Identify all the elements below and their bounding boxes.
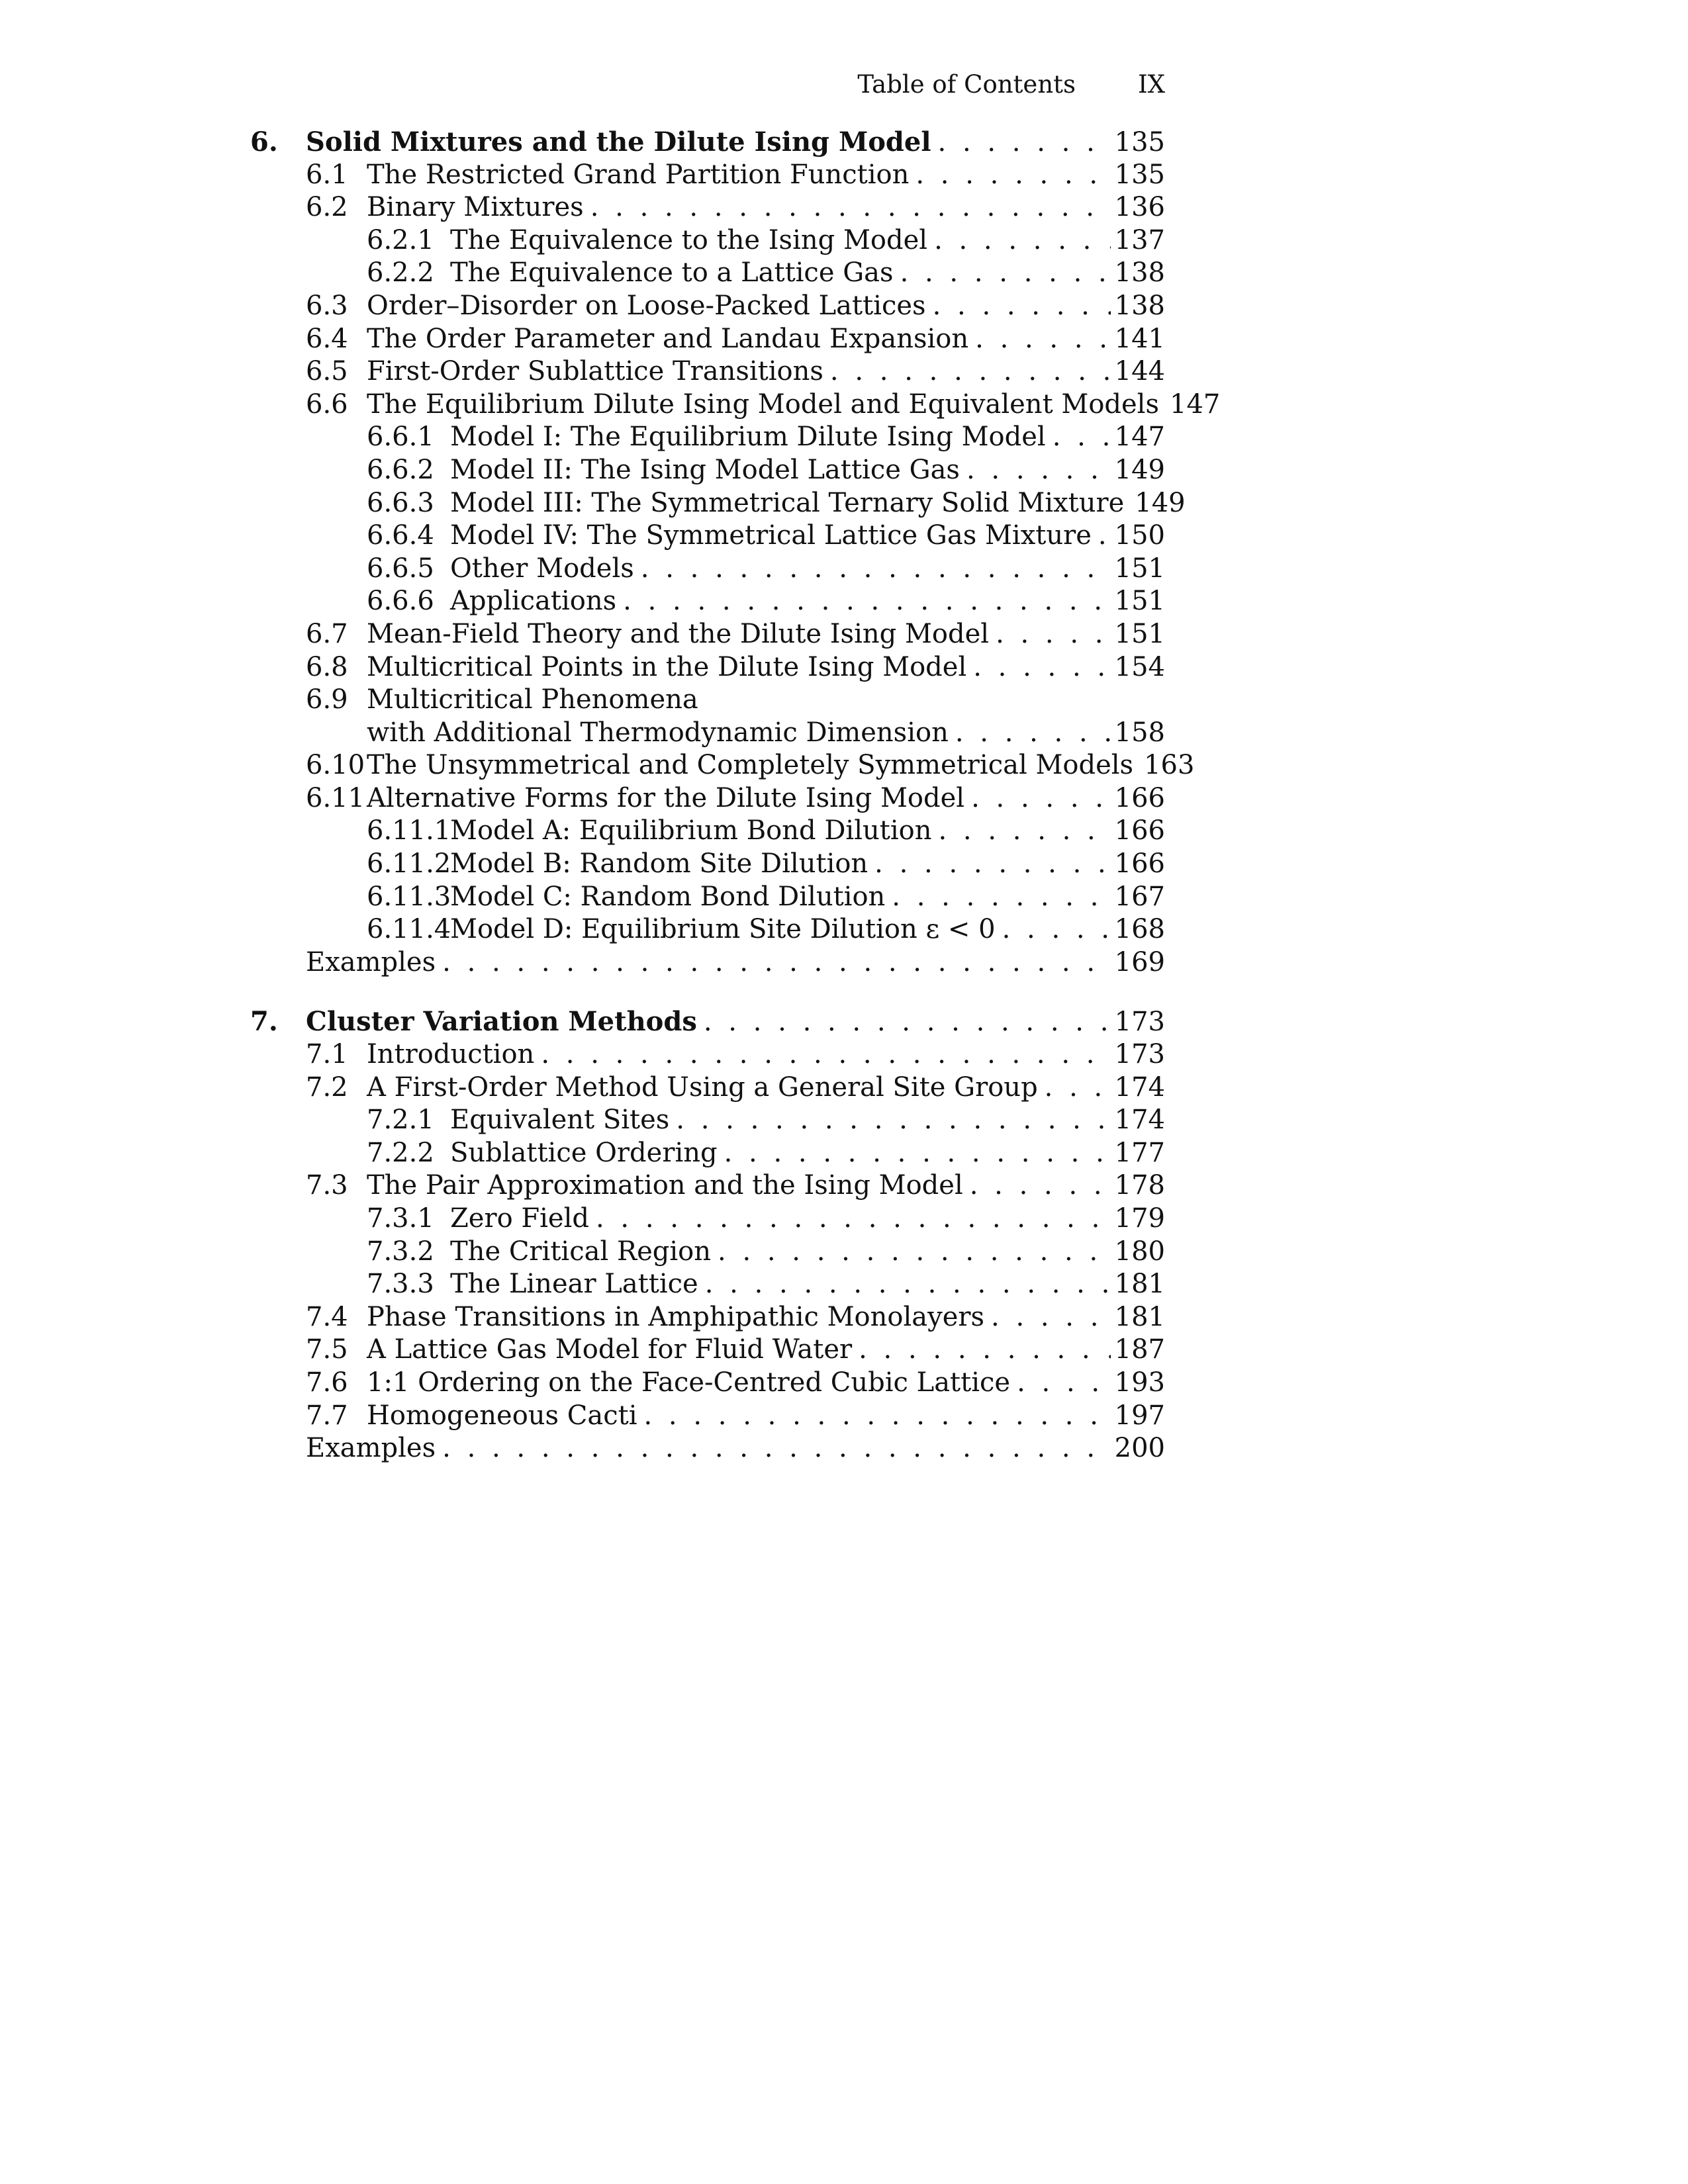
toc-entry-page: 151: [1114, 553, 1165, 584]
toc-entry-number: 6.11: [306, 782, 365, 813]
toc-entry[interactable]: [250, 815, 1165, 848]
toc-entry-page: 173: [1114, 1007, 1165, 1038]
toc-entry-title: Model D: Equilibrium Site Dilution ε < 0: [450, 914, 996, 945]
dot-leader: [859, 1334, 1111, 1367]
dot-leader: [934, 224, 1111, 257]
toc-entry[interactable]: [250, 684, 1165, 717]
dot-leader: [874, 848, 1110, 881]
toc-entry-number: 7.2: [306, 1071, 348, 1103]
dot-leader: [996, 618, 1111, 651]
toc-entry-page: 151: [1114, 586, 1165, 617]
toc-entry-page: 149: [1135, 487, 1186, 518]
toc-entry-number: 6.6: [306, 388, 348, 420]
toc-entry-line: [450, 224, 1165, 257]
toc-entry-number: 6.3: [306, 290, 348, 321]
toc-entry-page: 166: [1114, 848, 1165, 880]
toc-entry-page: 166: [1114, 815, 1165, 846]
toc-entry-page: 141: [1114, 323, 1165, 354]
toc-entry[interactable]: [250, 1367, 1165, 1400]
toc-entry-title: Homogeneous Cacti: [367, 1400, 637, 1431]
dot-leader: [970, 1169, 1111, 1203]
toc-entry[interactable]: [250, 1400, 1165, 1433]
toc-entry-title: The Order Parameter and Landau Expansion: [367, 323, 969, 354]
toc-entry-number: 7.3.3: [367, 1269, 434, 1300]
toc-entry-line: [367, 1071, 1165, 1105]
dot-leader: [623, 585, 1110, 618]
toc-entry-line: [306, 1005, 1165, 1039]
toc-entry-line: [450, 913, 1165, 946]
toc-entry-number: 6.7: [306, 618, 348, 649]
toc-entry-page: 147: [1170, 388, 1221, 420]
toc-entry-page: 151: [1114, 618, 1165, 649]
toc-entry-title: Order–Disorder on Loose-Packed Lattices: [367, 290, 926, 321]
toc-entry[interactable]: [250, 881, 1165, 914]
toc-entry-line: [367, 388, 1221, 422]
toc-entry-page: 166: [1114, 782, 1165, 813]
toc-entry-line: [367, 191, 1165, 224]
toc-entry-title: Binary Mixtures: [367, 192, 584, 223]
toc-entry-line: [367, 684, 1165, 717]
toc-entry[interactable]: [250, 1203, 1165, 1236]
toc-chapter-block: [250, 1005, 1165, 1465]
toc-entry[interactable]: [250, 618, 1165, 651]
toc-entry-title: Equivalent Sites: [450, 1105, 670, 1136]
dot-leader: [705, 1268, 1111, 1301]
toc-entry-title: Cluster Variation Methods: [306, 1006, 697, 1038]
toc-entry-number: 7.2.2: [367, 1137, 434, 1168]
dot-leader: [1045, 1071, 1111, 1105]
toc-entry-title: Mean-Field Theory and the Dilute Ising Model: [367, 618, 990, 649]
toc-entry-line: [367, 749, 1195, 782]
toc-entry-line: [450, 1236, 1165, 1269]
toc-entry-title: Model C: Random Bond Dilution: [450, 881, 886, 912]
dot-leader: [644, 1400, 1111, 1433]
toc-entry-title: Alternative Forms for the Dilute Ising Model: [367, 782, 965, 813]
toc-entry[interactable]: [250, 782, 1165, 815]
toc-entry[interactable]: [250, 553, 1165, 586]
toc-entry-page: 181: [1114, 1301, 1165, 1332]
toc-entry-line: [367, 159, 1165, 192]
toc-entry-line: [450, 1104, 1165, 1137]
toc-entry[interactable]: [250, 1301, 1165, 1334]
toc-entry-line: [367, 782, 1165, 815]
toc-entry-number: 6.4: [306, 323, 348, 354]
toc-entry-number: 7.5: [306, 1334, 348, 1365]
toc-entry-page: 187: [1114, 1334, 1165, 1365]
toc-entry[interactable]: [250, 1137, 1165, 1170]
toc-entry[interactable]: [250, 913, 1165, 946]
page-number: IX: [1138, 70, 1165, 99]
toc-entry-line: [367, 355, 1165, 388]
toc-entry-line: [306, 126, 1165, 159]
toc-entry-number: 6.1: [306, 159, 348, 190]
table-of-contents: [250, 126, 1221, 1465]
dot-leader: [641, 553, 1111, 586]
toc-entry-page: 193: [1114, 1367, 1165, 1398]
toc-entry-page: 135: [1114, 159, 1165, 190]
toc-entry-number: 6.2.2: [367, 257, 434, 289]
dot-leader: [1053, 421, 1111, 454]
dot-leader: [442, 946, 1111, 979]
toc-entry-page: 181: [1114, 1269, 1165, 1300]
toc-entry-page: 144: [1114, 356, 1165, 387]
toc-entry-page: 158: [1114, 717, 1165, 748]
toc-entry-number: 7.6: [306, 1367, 348, 1398]
toc-entry-title: Model A: Equilibrium Bond Dilution: [450, 815, 932, 846]
toc-entry-number: 6.6.3: [367, 487, 434, 518]
toc-entry-line: [367, 618, 1165, 651]
toc-entry-number: 7.3.2: [367, 1236, 434, 1267]
toc-entry-line: [367, 1038, 1165, 1071]
toc-entry-line: [367, 717, 1165, 750]
toc-entry-number: 6.8: [306, 651, 348, 682]
toc-entry-line: [450, 848, 1165, 881]
dot-leader: [1017, 1367, 1111, 1400]
toc-entry-title: Model I: The Equilibrium Dilute Ising Model: [450, 422, 1046, 453]
toc-entry-number: 6.11.1: [367, 815, 451, 846]
dot-leader: [718, 1236, 1111, 1269]
toc-entry-title: Phase Transitions in Amphipathic Monolayers: [367, 1301, 985, 1332]
toc-entry[interactable]: [250, 323, 1165, 356]
toc-entry-line: [306, 1432, 1165, 1465]
toc-entry-title: A First-Order Method Using a General Site Group: [367, 1071, 1038, 1103]
dot-leader: [971, 782, 1111, 815]
toc-entry-page: 138: [1114, 290, 1165, 321]
toc-entry[interactable]: [250, 224, 1165, 257]
toc-entry[interactable]: [250, 749, 1195, 782]
toc-entry-page: 174: [1114, 1071, 1165, 1103]
dot-leader: [1002, 913, 1111, 946]
toc-entry-page: 137: [1114, 224, 1165, 255]
dot-leader: [973, 651, 1110, 684]
toc-entry-line: [450, 487, 1186, 520]
dot-leader: [938, 126, 1111, 159]
toc-entry-title: The Restricted Grand Partition Function: [367, 159, 910, 190]
toc-entry-line: [367, 1400, 1165, 1433]
dot-leader: [966, 454, 1111, 487]
toc-entry[interactable]: [250, 191, 1165, 224]
toc-entry-number: 6.9: [306, 684, 348, 715]
toc-entry-title: The Critical Region: [450, 1236, 712, 1267]
toc-entry-number: 6.6.5: [367, 553, 434, 584]
toc-entry[interactable]: [250, 1236, 1165, 1269]
toc-entry-title: Introduction: [367, 1039, 535, 1070]
toc-entry-number: 6.6.1: [367, 422, 434, 453]
toc-entry-number: 6.2: [306, 192, 348, 223]
toc-entry-title: The Equivalence to the Ising Model: [450, 224, 928, 255]
toc-entry[interactable]: [250, 1104, 1165, 1137]
toc-entry-number: 6.11.4: [367, 914, 451, 945]
toc-entry-title: Model B: Random Site Dilution: [450, 848, 868, 880]
dot-leader: [933, 290, 1111, 323]
toc-entry-line: [450, 881, 1165, 914]
toc-chapter-entry[interactable]: [250, 1005, 1165, 1038]
toc-entry-title: The Pair Approximation and the Ising Model: [367, 1170, 963, 1201]
toc-entry-title: Solid Mixtures and the Dilute Ising Model: [306, 126, 931, 158]
toc-entry-line: [450, 454, 1165, 487]
toc-entry[interactable]: [250, 717, 1165, 750]
toc-entry[interactable]: [250, 585, 1165, 618]
toc-entry-page: 167: [1114, 881, 1165, 912]
toc-entry-page: 173: [1114, 1039, 1165, 1070]
toc-entry-page: 163: [1144, 750, 1195, 781]
toc-entry[interactable]: [250, 257, 1165, 290]
toc-entry-title: Examples: [306, 1433, 436, 1464]
toc-entry-page: 197: [1114, 1400, 1165, 1431]
toc-entry[interactable]: [250, 1334, 1165, 1367]
toc-entry-number: 7.7: [306, 1400, 348, 1431]
toc-entry[interactable]: [250, 290, 1165, 323]
toc-entry[interactable]: [250, 421, 1165, 454]
toc-entry-line: [367, 290, 1165, 323]
dot-leader: [892, 881, 1110, 914]
toc-entry-page: 147: [1114, 422, 1165, 453]
toc-entry-page: 174: [1114, 1105, 1165, 1136]
toc-chapter-block: [250, 126, 1221, 979]
toc-entry-page: 177: [1114, 1137, 1165, 1168]
toc-entry-number: 6.5: [306, 356, 348, 387]
toc-entry-line: [450, 257, 1165, 290]
toc-entry-line: [306, 946, 1165, 979]
toc-entry[interactable]: [250, 1169, 1165, 1203]
toc-entry-title: Zero Field: [450, 1203, 589, 1234]
toc-entry-line: [450, 1268, 1165, 1301]
running-head: [794, 65, 1165, 105]
toc-entry[interactable]: [250, 1268, 1165, 1301]
dot-leader: [938, 815, 1110, 848]
toc-entry-line: [367, 1334, 1165, 1367]
dot-leader: [975, 323, 1111, 356]
dot-leader: [955, 717, 1111, 750]
dot-leader: [915, 159, 1110, 192]
toc-entry-title: Multicritical Phenomena: [367, 684, 698, 715]
toc-entry-title: First-Order Sublattice Transitions: [367, 356, 823, 387]
running-head-title: Table of Contents: [857, 70, 1076, 99]
toc-entry-number: 6.: [250, 126, 278, 158]
toc-entry-line: [450, 585, 1165, 618]
toc-entry-title: The Linear Lattice: [450, 1269, 698, 1300]
toc-entry[interactable]: [250, 388, 1221, 422]
toc-entry-title: The Equilibrium Dilute Ising Model and Equivalent Models: [367, 388, 1159, 420]
toc-entry-line: [450, 553, 1165, 586]
dot-leader: [541, 1038, 1110, 1071]
toc-entry-title: with Additional Thermodynamic Dimension: [367, 717, 949, 748]
dot-leader: [704, 1006, 1111, 1039]
dot-leader: [596, 1203, 1111, 1236]
toc-entry-page: 179: [1114, 1203, 1165, 1234]
toc-entry-title: A Lattice Gas Model for Fluid Water: [367, 1334, 853, 1365]
toc-entry-title: The Unsymmetrical and Completely Symmetrical Models: [367, 750, 1134, 781]
toc-entry-line: [367, 1301, 1165, 1334]
toc-entry[interactable]: [250, 1071, 1165, 1105]
toc-entry-number: 7.3.1: [367, 1203, 434, 1234]
toc-entry-line: [367, 1367, 1165, 1400]
toc-entry-page: 149: [1114, 454, 1165, 485]
toc-entry-number: 6.6.6: [367, 586, 434, 617]
toc-entry-line: [450, 520, 1165, 553]
toc-entry-page: 200: [1114, 1433, 1165, 1464]
toc-examples-entry[interactable]: [250, 1432, 1165, 1465]
toc-entry-line: [367, 323, 1165, 356]
dot-leader: [442, 1432, 1111, 1465]
toc-entry[interactable]: [250, 848, 1165, 881]
toc-entry-page: 150: [1114, 520, 1165, 551]
toc-entry-page: 178: [1114, 1170, 1165, 1201]
toc-entry-number: 6.6.4: [367, 520, 434, 551]
dot-leader: [1098, 520, 1111, 553]
toc-entry-title: Multicritical Points in the Dilute Ising Model: [367, 651, 967, 682]
toc-examples-entry[interactable]: [250, 946, 1165, 979]
toc-entry-number: 6.10: [306, 750, 365, 781]
toc-entry-number: 7.3: [306, 1170, 348, 1201]
toc-entry-page: 168: [1114, 914, 1165, 945]
toc-entry-line: [450, 421, 1165, 454]
toc-entry-title: Other Models: [450, 553, 634, 584]
toc-entry-title: The Equivalence to a Lattice Gas: [450, 257, 894, 289]
toc-entry-page: 138: [1114, 257, 1165, 289]
dot-leader: [900, 257, 1111, 290]
toc-entry[interactable]: [250, 520, 1165, 553]
dot-leader: [590, 191, 1111, 224]
toc-entry-page: 135: [1114, 127, 1165, 158]
toc-entry[interactable]: [250, 355, 1165, 388]
toc-entry-number: 6.11.3: [367, 881, 451, 912]
toc-entry-title: Examples: [306, 946, 436, 978]
toc-entry[interactable]: [250, 1038, 1165, 1071]
toc-entry-number: 6.2.1: [367, 224, 434, 255]
toc-entry[interactable]: [250, 651, 1165, 684]
toc-entry-title: Model II: The Ising Model Lattice Gas: [450, 454, 960, 485]
toc-entry[interactable]: [250, 487, 1186, 520]
toc-entry-page: 169: [1114, 946, 1165, 978]
dot-leader: [724, 1137, 1111, 1170]
toc-entry-page: 154: [1114, 651, 1165, 682]
toc-entry-title: Applications: [450, 586, 617, 617]
dot-leader: [676, 1104, 1110, 1137]
dot-leader: [830, 355, 1111, 388]
dot-leader: [991, 1301, 1111, 1334]
toc-entry-number: 7.2.1: [367, 1105, 434, 1136]
toc-entry-title: Model III: The Symmetrical Ternary Solid Mixture: [450, 487, 1125, 518]
toc-entry-line: [450, 815, 1165, 848]
toc-entry[interactable]: [250, 159, 1165, 192]
toc-entry-line: [367, 1169, 1165, 1203]
toc-entry-number: 7.1: [306, 1039, 348, 1070]
toc-entry-number: 6.6.2: [367, 454, 434, 485]
toc-entry-title: Model IV: The Symmetrical Lattice Gas Mixture: [450, 520, 1092, 551]
toc-entry-number: 7.4: [306, 1301, 348, 1332]
toc-entry-page: 180: [1114, 1236, 1165, 1267]
toc-entry-line: [367, 651, 1165, 684]
toc-entry-title: Sublattice Ordering: [450, 1137, 718, 1168]
toc-entry-number: 6.11.2: [367, 848, 451, 880]
toc-entry[interactable]: [250, 454, 1165, 487]
toc-entry-number: 7.: [250, 1006, 278, 1038]
toc-entry-line: [450, 1137, 1165, 1170]
toc-chapter-entry[interactable]: [250, 126, 1165, 159]
toc-entry-page: 136: [1114, 192, 1165, 223]
toc-entry-line: [450, 1203, 1165, 1236]
toc-entry-title: 1:1 Ordering on the Face-Centred Cubic Lattice: [367, 1367, 1011, 1398]
